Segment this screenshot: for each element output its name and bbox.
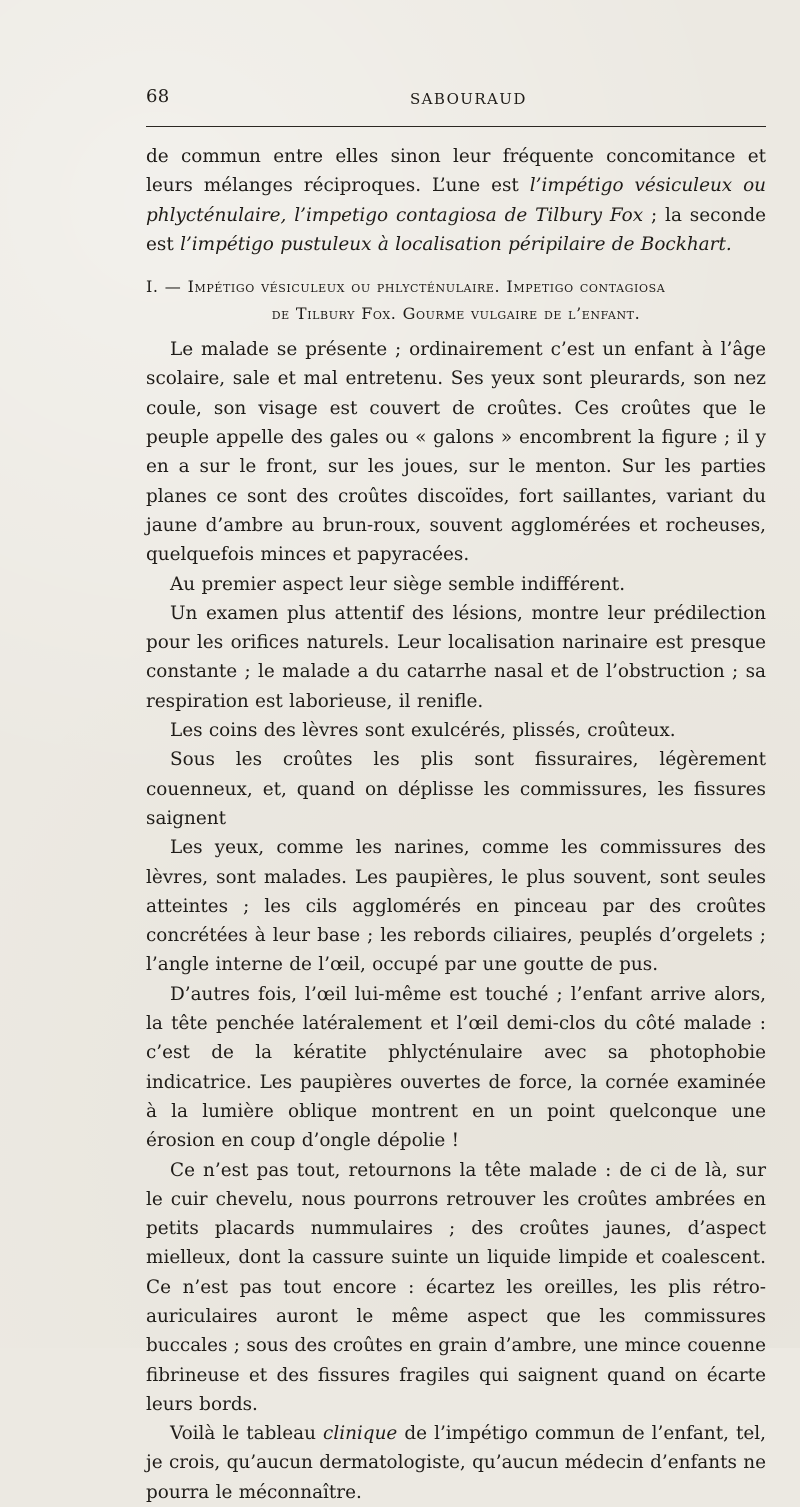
paragraph-closing: [146, 1419, 766, 1507]
running-head: SABOURAUD: [410, 90, 527, 108]
paragraph-malade: Le malade se présente ; ordinairement c’est un enfant à l’âge scolaire, sale et mal entretenu. Ses yeux sont pleurards, son nez coule, son visage est couvert de croûtes. Ces croûtes que le peuple appelle des gales ou « galons » encombrent la figure ; il y en a sur le front, sur les joues, sur le menton. Sur les parties planes ce sont des croûtes discoïdes, fort saillantes, variant du jaune d’ambre au brun-roux, souvent agglomérées et rocheuses, quelquefois minces et papyracées.: [146, 339, 766, 566]
paragraph-examen: Un examen plus attentif des lésions, montre leur prédilection pour les orifices naturels. Leur localisation narinaire est presque constante ; le malade a du catarrhe nasal et de l’obstruction ; sa respiration est laborieuse, il renifle.: [146, 602, 766, 712]
page-header: [146, 86, 766, 118]
page-number: 68: [146, 86, 170, 107]
section-title-line-2: de Tilbury Fox. Gourme vulgaire de l’enfant.: [271, 304, 641, 324]
paragraph-aspect: Au premier aspect leur siège semble indifférent.: [170, 573, 626, 595]
paragraph-intro-italic-2: l’impétigo pustuleux à localisation péripilaire de Bockhart.: [180, 233, 732, 255]
paragraph-closing-italic: clinique: [323, 1423, 398, 1445]
paragraph-intro-text-2: ; la seconde est: [146, 204, 766, 255]
paragraph-intro-text-1: de commun entre elles sinon leur fréquente concomitance et leurs mélanges réciproques. L’une est: [146, 146, 766, 197]
body-text: [146, 142, 766, 1507]
paragraph-croutes-plis: Sous les croûtes les plis sont fissuraires, légèrement couenneux, et, quand on déplisse les commissures, les fissures saignent: [146, 749, 766, 829]
section-title: [146, 273, 766, 327]
paragraph-coins-levres: Les coins des lèvres sont exulcérés, plissés, croûteux.: [170, 720, 676, 742]
header-rule: [146, 126, 766, 127]
paragraph-intro-italic-1: l’impétigo vésiculeux ou phlycténulaire, l’impetigo contagiosa de Tilbury Fox: [146, 175, 766, 226]
paragraph-oeil: D’autres fois, l’œil lui-même est touché ; l’enfant arrive alors, la tête penchée latéralement et l’œil demi-clos du côté malade : c’est de la kératite phlycténulaire avec sa photophobie indicatrice. Les paupières ouvertes de force, la cornée examinée à la lumière oblique montrent en un point quelconque une érosion en coup d’ongle dépolie !: [146, 983, 766, 1152]
paragraph-cuir-chevelu: Ce n’est pas tout, retournons la tête malade : de ci de là, sur le cuir chevelu, nous pourrons retrouver les croûtes ambrées en petits placards nummulaires ; des croûtes jaunes, d’aspect mielleux, dont la cassure suinte un liquide limpide et coalescent. Ce n’est pas tout encore : écartez les oreilles, les plis rétro-auriculaires auront le même aspect que les commissures buccales ; sous des croûtes en grain d’ambre, une mince couenne fibrineuse et des fissures fragiles qui saignent quand on écarte leurs bords.: [146, 1159, 766, 1415]
section-title-line-1: I. — Impétigo vésiculeux ou phlycténulaire. Impetigo contagiosa: [146, 277, 666, 297]
paragraph-intro: [146, 142, 766, 259]
paragraph-closing-text-2: de l’impétigo commun de l’enfant, tel, je crois, qu’aucun dermatologiste, qu’aucun médecin d’enfants ne pourra le méconnaître.: [146, 1423, 766, 1503]
paragraph-closing-text-1: Voilà le tableau: [170, 1423, 324, 1445]
paragraph-yeux: Les yeux, comme les narines, comme les commissures des lèvres, sont malades. Les paupières, le plus souvent, sont seules atteintes ; les cils agglomérés en pinceau par des croûtes concrétées à leur base ; les rebords ciliaires, peuplés d’orgelets ; l’angle interne de l’œil, occupé par une goutte de pus.: [146, 837, 766, 976]
